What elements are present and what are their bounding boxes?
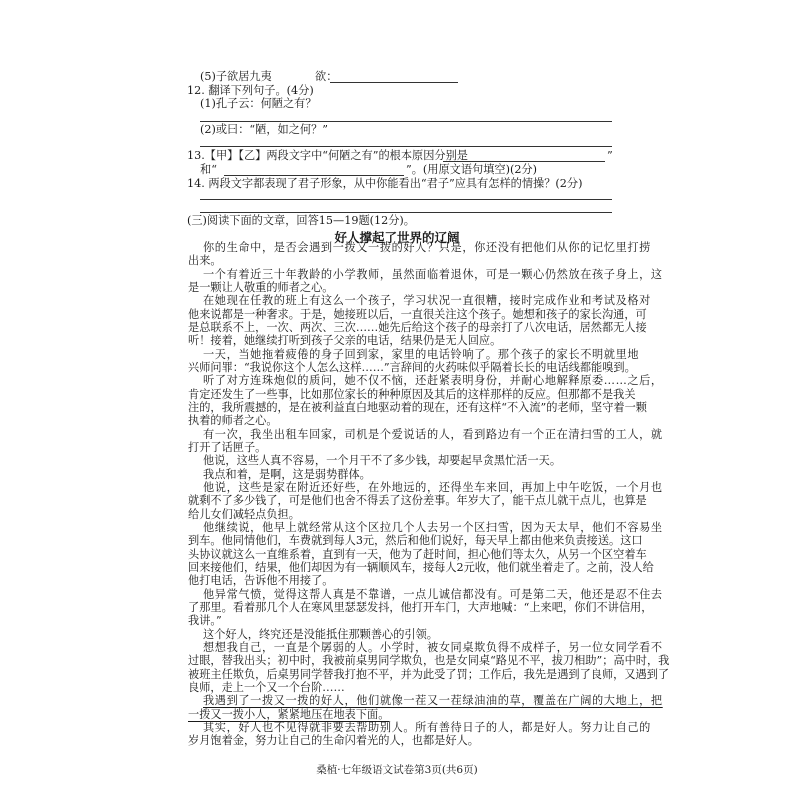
paragraph-line: 我讲。” bbox=[188, 614, 222, 627]
paragraph-line: 有一次，我坐出租车回家，司机是个爱说话的人，看到路边有一个正在清扫雪的工人，就 bbox=[203, 428, 663, 441]
paragraph-line: 他来说都是一种奢求。于是，她接班以后，一直很关注这个孩子。她想和孩子的家长沟通，可 bbox=[188, 308, 647, 321]
paragraph-line: 回来接他们，结果，他们却因为有一辆顺风车，接每人2元收，他们就坐着走了。之前，没人给 bbox=[188, 561, 654, 574]
underlined-sentence: 我遇到了一拨又一拨的好人，他们就像一茬又一茬绿油油的草，覆盖在广阔的大地上，把 bbox=[203, 694, 663, 707]
paragraph-line: 过眼，替我出头；初中时，我被前桌男同学欺负，也是女同桌“路见不平，拔刀相助”；高中时，我 bbox=[188, 654, 670, 667]
answer-line bbox=[330, 82, 458, 83]
q11-item5: (5)子欲居九夷 bbox=[200, 70, 272, 83]
paragraph-line: 就剩不了多少钱了，可是他们也舍不得丢了这份差事。年岁大了，能干点儿就干点儿，也算是 bbox=[188, 494, 647, 507]
answer-line bbox=[200, 146, 612, 147]
q11-item5-label: 欲： bbox=[315, 70, 338, 83]
article-title: 好人撑起了世界的辽阔 bbox=[334, 230, 460, 245]
paragraph-line: 被班主任欺负，后桌男同学替我打抱不平，并为此受了罚；工作后，我先是遇到了良师，又遇到了 bbox=[188, 668, 670, 681]
paragraph-line: 他打电话，告诉他不用接了。 bbox=[188, 574, 334, 587]
paragraph-line: 给儿女们减轻点负担。 bbox=[188, 508, 300, 521]
paragraph-line: 一天，当她拖着疲倦的身子回到家，家里的电话铃响了。那个孩子的家长不明就里地 bbox=[203, 348, 640, 361]
paragraph-line: 肯定还发生了一些事，比如那位家长的种种原因及其后的这样那样的反应。但那都不是我关 bbox=[188, 388, 636, 401]
paragraph-line: 兴师问罪：“我说你这个人怎么这样……”言辞间的火药味似乎隔着长长的电话线都能嗅到。 bbox=[188, 361, 636, 374]
paragraph-line: 出来。 bbox=[188, 254, 222, 267]
q13-line-2-prefix: 和“ bbox=[200, 163, 217, 176]
paragraph-line: 我点和着，是啊，这是弱势群体。 bbox=[203, 468, 371, 481]
paragraph-line: 良师，走上一个又一个台阶…… bbox=[188, 681, 345, 694]
paragraph-line: 一个有着近三十年教龄的小学教师，虽然面临着退休，可是一颗心仍然放在孩子身上，这 bbox=[203, 268, 663, 281]
answer-line bbox=[443, 161, 605, 162]
answer-line bbox=[224, 175, 404, 176]
paragraph-line: 执着的师者之心。 bbox=[188, 414, 278, 427]
paragraph-line: 了那里。看着那几个人在寒风里瑟瑟发抖，他打开车门，大声地喊：“上来吧，你们不讲信用， bbox=[188, 601, 653, 614]
answer-line bbox=[200, 199, 612, 200]
q12-heading: 12. 翻译下列句子。(4分) bbox=[187, 84, 314, 97]
paragraph-line: 岁月饱着金，努力让自己的生命闪着光的人，也都是好人。 bbox=[188, 734, 479, 747]
paragraph-line: 打开了话匣子。 bbox=[188, 441, 267, 454]
underlined-sentence: 一拨又一拨小人，紧紧地压在地表下面。 bbox=[188, 708, 390, 721]
q14-text: 14. 两段文字都表现了君子形象，从中你能看出“君子”应具有怎样的情操？(2分) bbox=[187, 177, 583, 190]
answer-line bbox=[200, 212, 612, 213]
paragraph-line: 他继续说，他早上就经常从这个区拉几个人去另一个区扫雪，因为天太早，他们不容易坐 bbox=[203, 521, 663, 534]
paragraph-line: 到车。他同情他们，车费就到每人3元，然后和他们说好，每天早上都由他来负责接送。这口 bbox=[188, 534, 643, 547]
paragraph-line: 你的生命中，是否会遇到一拨又一拨的好人？只是，你还没有把他们从你的记忆里打捞 bbox=[203, 241, 651, 254]
page-footer: 桑植·七年级语文试卷第3页(共6页) bbox=[316, 764, 478, 776]
q13-line-1-end: ” bbox=[607, 149, 613, 162]
q13-line-1: 13.【甲】【乙】两段文字中“何陋之有”的根本原因分别是 bbox=[187, 149, 468, 162]
paragraph-line: 注的，我所震撼的，是在被利益直白地驱动着的现在，还有这样“不入流”的老师，坚守着一颗 bbox=[188, 401, 647, 414]
paragraph-line: 是总联系不上，一次、两次、三次……她先后给这个孩子的母亲打了八次电话，居然都无人接 bbox=[188, 321, 647, 334]
q12-sentence-2: (2)或曰：“陋，如之何？” bbox=[200, 123, 328, 136]
q13-line-2-suffix: ”。(用原文语句填空)(2分) bbox=[406, 163, 537, 176]
paragraph-line: 他异常气愤，觉得这帮人真是不靠谱，一点儿诚信都没有。可是第二天，他还是忍不住去 bbox=[203, 588, 663, 601]
section3-heading: (三)阅读下面的文章，回答15—19题(12分)。 bbox=[187, 214, 415, 227]
paragraph-line: 头协议就这么一直维系着，直到有一天，他为了赶时间，担心他们等太久，从另一个区空着车 bbox=[188, 548, 647, 561]
paragraph-line: 想想我自己，一直是个孱弱的人。小学时，被女同桌欺负得不成样子，另一位女同学看不 bbox=[203, 641, 663, 654]
answer-line bbox=[200, 121, 612, 122]
paragraph-line: 在她现在任教的班上有这么一个孩子，学习状况一直很糟，接时完成作业和考试及格对 bbox=[203, 294, 651, 307]
paragraph-line: 他说，这些人真不容易，一个月干不了多少钱，却要起早贪黑忙活一天。 bbox=[203, 454, 562, 467]
paragraph-line: 是一颗让人敬重的师者之心。 bbox=[188, 281, 334, 294]
paragraph-line: 听！接着，她继续打听到孩子父亲的电话，结果仍是无人回应。 bbox=[188, 334, 502, 347]
paragraph-line: 其实，好人也不见得就非要去帮助别人。所有善待日子的人，都是好人。努力让自己的 bbox=[203, 721, 651, 734]
paragraph-line: 他说，这些是家在附近还好些，在外地远的，还得坐车来回，再加上中午吃饭，一个月也 bbox=[203, 481, 663, 494]
paragraph-line: 听了对方连珠炮似的质问，她不仅不恼，还赶紧表明身份，并耐心地解释原委……之后， bbox=[203, 374, 663, 387]
paragraph-line: 这个好人，终究还是没能抵住那颗善心的引领。 bbox=[203, 628, 438, 641]
q12-sentence-1: (1)孔子云：何陋之有？ bbox=[200, 97, 317, 110]
